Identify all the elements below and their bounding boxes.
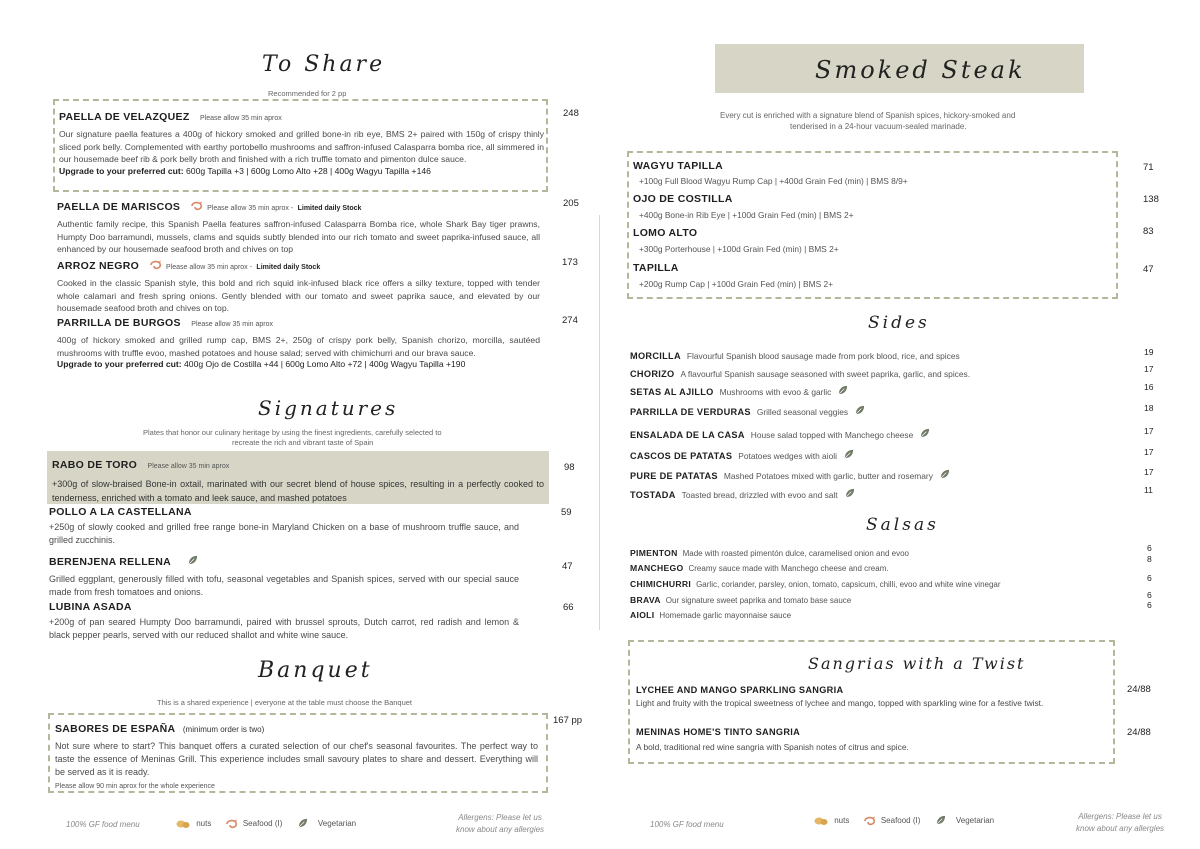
- item-desc: Light and fruity with the tropical sweetness of lychee and mango, topped with sparkling wine for a festive twist.: [636, 698, 1044, 708]
- salsa-item: [630, 605, 791, 623]
- item-desc: Garlic, coriander, parsley, onion, tomato, capsicum, chilli, evoo and white wine vinegar: [696, 580, 1001, 589]
- side-item: [630, 382, 848, 400]
- seafood-icon: [191, 201, 203, 211]
- item-name: PAELLA DE VELAZQUEZ: [59, 111, 190, 123]
- seafood-label: Seafood (I): [880, 815, 921, 825]
- sides-title: Sides: [868, 313, 930, 333]
- item-desc: +200g of pan seared Humpty Doo barramundi, paired with brussel sprouts, Dutch carrot, red radish and lemon & black pepper pearls, served with our reduced shallot and white wine sauce.: [49, 617, 519, 640]
- vegetarian-icon: [854, 405, 865, 416]
- to-share-title: To Share: [262, 52, 386, 77]
- item-price: 173: [562, 257, 578, 268]
- item-price: 6: [1147, 600, 1152, 610]
- signatures-subtitle-1: Plates that honor our culinary heritage by using the finest ingredients, carefully selected to: [143, 428, 442, 437]
- vegetarian-icon: [919, 428, 930, 439]
- steak-item-wagyu: [633, 160, 908, 186]
- allergens-line-1: Allergens: Please let us: [1078, 812, 1162, 821]
- item-desc: Creamy sauce made with Manchego cheese and cream.: [688, 564, 889, 573]
- item-desc: Potatoes wedges with aioli: [738, 451, 837, 461]
- banquet-name: SABORES DE ESPAÑA: [55, 723, 176, 735]
- side-item: [630, 425, 930, 443]
- allergens-note: [1076, 811, 1164, 835]
- nut-icon: [176, 819, 190, 829]
- sangria-item-lychee: [636, 685, 1066, 709]
- item-price: 59: [561, 507, 572, 518]
- item-note: Please allow 35 min aprox: [147, 463, 230, 470]
- item-price: 18: [1144, 403, 1154, 413]
- item-name: BERENJENA RELLENA: [49, 556, 171, 568]
- seafood-icon: [150, 260, 162, 270]
- item-price: 17: [1144, 426, 1154, 436]
- allergen-legend: [814, 815, 994, 826]
- allergens-line-2: know about any allergies: [1076, 824, 1165, 833]
- item-name: SETAS AL AJILLO: [630, 387, 714, 397]
- vegetarian-label: Vegetarian: [317, 818, 357, 828]
- banquet-desc: Not sure where to start? This banquet offers a curated selection of our chef's seasonal favourites. The perfect way to taste the essence of Meninas Grill. This experience includes small savoury plates to share and dessert. Everything will be served as it is ready.: [55, 741, 538, 777]
- side-item: [630, 364, 970, 382]
- upgrade-text: 600g Tapilla +3 | 600g Lomo Alto +28 | 400g Wagyu Tapilla +146: [186, 165, 431, 176]
- item-desc: Mushrooms with evoo & garlic: [719, 387, 832, 397]
- item-name: LYCHEE AND MANGO SPARKLING SANGRIA: [636, 685, 844, 695]
- item-name: AIOLI: [630, 610, 655, 620]
- salsas-title: Salsas: [866, 515, 939, 535]
- item-desc: +250g of slowly cooked and grilled free range bone-in Maryland Chicken on a base of mushroom truffle sauce, and grilled zucchinis.: [49, 522, 519, 545]
- item-name: RABO DE TORO: [52, 459, 138, 471]
- to-share-subtitle: Recommended for 2 pp: [268, 89, 347, 98]
- item-desc: Authentic family recipe, this Spanish Paella features saffron-infused Calasparra Bomba rice, whole Shark Bay tiger prawns, Humpty Doo barramundi, mussels, clams and squids subtly blended into our rich tomato and sweet paprika-infused sauce, all enhanced by our housemade seafood broth and chives on top: [57, 219, 540, 254]
- item-price: 47: [562, 561, 573, 572]
- steak-item-lomo: [633, 227, 839, 254]
- side-item: [630, 346, 960, 364]
- item-note: Please allow 35 min aprox -: [207, 205, 294, 212]
- item-price: 47: [1143, 264, 1154, 275]
- item-desc: Our signature sweet paprika and tomato base sauce: [665, 596, 852, 605]
- item-desc: Made with roasted pimentón dulce, caramelised onion and evoo: [682, 549, 909, 558]
- smoked-steak-subtitle-2: tenderised in a 24-hour vacuum-sealed marinade.: [790, 122, 967, 131]
- item-price: 98: [564, 462, 575, 473]
- item-name: ENSALADA DE LA CASA: [630, 430, 745, 440]
- side-item: [630, 466, 950, 484]
- upgrade-text: 400g Ojo de Costilla +44 | 600g Lomo Alto +72 | 400g Wagyu Tapilla +190: [184, 359, 466, 369]
- item-price: 83: [1143, 226, 1154, 237]
- item-name: ARROZ NEGRO: [57, 260, 140, 272]
- item-name: TOSTADA: [630, 490, 676, 500]
- side-item: [630, 402, 865, 420]
- item-price: 66: [563, 602, 574, 613]
- item-price: 19: [1144, 347, 1154, 357]
- item-price: 16: [1144, 382, 1154, 392]
- page-divider: [599, 215, 600, 630]
- item-name: BRAVA: [630, 595, 661, 605]
- item-desc: Flavourful Spanish blood sausage made from pork blood, rice, and spices: [686, 351, 960, 361]
- item-name: CASCOS DE PATATAS: [630, 451, 733, 461]
- smoked-steak-title: Smoked Steak: [815, 56, 1026, 84]
- menu-item-parrilla-burgos: [57, 313, 540, 369]
- item-note: Please allow 35 min aprox: [191, 321, 273, 328]
- menu-item-rabo-de-toro: [52, 455, 544, 505]
- item-desc: +400g Bone-in Rib Eye | +100d Grain Fed (min) | BMS 2+: [639, 210, 854, 220]
- item-price: 248: [563, 108, 579, 119]
- item-note-bold: Limited daily Stock: [297, 205, 362, 212]
- item-price: 11: [1144, 485, 1153, 495]
- seafood-icon: [226, 819, 238, 829]
- signatures-subtitle-2: recreate the rich and vibrant taste of Spain: [232, 438, 374, 447]
- vegetarian-icon: [844, 488, 855, 499]
- item-price: 24/88: [1127, 684, 1151, 695]
- item-desc: Toasted bread, drizzled with evoo and salt: [681, 490, 838, 500]
- allergens-note: [456, 812, 544, 836]
- item-price: 6: [1147, 573, 1152, 583]
- item-desc: A flavourful Spanish sausage seasoned with sweet paprika, garlic, and spices.: [680, 369, 971, 379]
- smoked-steak-subtitle-1: Every cut is enriched with a signature blend of Spanish spices, hickory-smoked and: [720, 111, 1016, 120]
- menu-item-paella-velazquez: [59, 107, 544, 176]
- allergens-line-1: Allergens: Please let us: [458, 813, 542, 822]
- menu-item-pollo: [49, 506, 519, 547]
- item-name: WAGYU TAPILLA: [633, 160, 724, 172]
- item-name: TAPILLA: [633, 262, 679, 274]
- item-price: 24/88: [1127, 727, 1151, 738]
- upgrade-label: Upgrade to your preferred cut:: [57, 359, 182, 369]
- item-name: OJO DE COSTILLA: [633, 193, 733, 205]
- item-name: MANCHEGO: [630, 563, 684, 573]
- item-price: 205: [563, 198, 579, 209]
- vegetarian-icon: [843, 449, 854, 460]
- item-name: CHIMICHURRI: [630, 579, 692, 589]
- item-desc: Cooked in the classic Spanish style, this bold and rich squid ink-infused black rice offers a silky texture, topped with tender whole calamari and fresh spring onions. Gently blended with our tomato and sweet paprika sauce, and elevated by our housemade seafood broth and chives on top.: [57, 278, 540, 313]
- allergens-line-2: know about any allergies: [456, 825, 545, 834]
- seafood-icon: [864, 816, 876, 826]
- item-desc: Mashed Potatoes mixed with garlic, butter and rosemary: [723, 471, 933, 481]
- banquet-title: Banquet: [258, 658, 373, 683]
- vegetarian-icon: [837, 385, 848, 396]
- item-desc: Grilled eggplant, generously filled with tofu, seasonal vegetables and Spanish spices, served with our special sauce made from fresh tomatoes and onions.: [49, 574, 519, 597]
- item-price: 6: [1147, 590, 1152, 600]
- vegetarian-icon: [935, 815, 946, 826]
- vegetarian-icon: [939, 469, 950, 480]
- item-desc: Grilled seasonal veggies: [756, 407, 849, 417]
- item-price: 274: [562, 315, 578, 326]
- item-name: PARRILLA DE VERDURAS: [630, 407, 751, 417]
- item-note-bold: Limited daily Stock: [256, 264, 321, 271]
- menu-item-berenjena: [49, 552, 519, 599]
- gf-menu-note: 100% GF food menu: [650, 820, 724, 829]
- nuts-label: nuts: [834, 815, 850, 825]
- side-item: [630, 446, 854, 464]
- allergen-legend: [176, 818, 356, 829]
- item-desc: +200g Rump Cap | +100d Grain Fed (min) | BMS 2+: [639, 279, 834, 289]
- upgrade-label: Upgrade to your preferred cut:: [59, 165, 184, 176]
- item-upgrade: [57, 359, 540, 369]
- item-desc: +300g Porterhouse | +100d Grain Fed (min) | BMS 2+: [639, 244, 839, 254]
- side-item: [630, 485, 855, 503]
- item-price: 6: [1147, 543, 1152, 553]
- vegetarian-icon: [297, 818, 308, 829]
- item-name: LOMO ALTO: [633, 227, 698, 239]
- item-name: LUBINA ASADA: [49, 601, 132, 613]
- item-price: 8: [1147, 554, 1152, 564]
- item-name: MORCILLA: [630, 351, 681, 361]
- banquet-subtitle: This is a shared experience | everyone at the table must choose the Banquet: [157, 698, 413, 707]
- seafood-label: Seafood (I): [242, 818, 283, 828]
- item-price: 138: [1143, 194, 1159, 205]
- menu-item-banquet: [55, 719, 538, 790]
- menu-item-paella-mariscos: [57, 197, 540, 256]
- item-desc: A bold, traditional red wine sangria with Spanish notes of citrus and spice.: [636, 742, 909, 752]
- steak-item-tapilla: [633, 262, 833, 289]
- vegetarian-icon: [187, 555, 198, 566]
- vegetarian-label: Vegetarian: [955, 815, 995, 825]
- item-name: POLLO A LA CASTELLANA: [49, 506, 192, 518]
- item-price: 71: [1143, 162, 1154, 173]
- nut-icon: [814, 816, 828, 826]
- item-name: MENINAS HOME'S TINTO SANGRIA: [636, 727, 801, 737]
- item-note: Please allow 35 min aprox: [200, 115, 282, 122]
- item-desc: House salad topped with Manchego cheese: [750, 430, 914, 440]
- item-upgrade: [59, 166, 544, 176]
- steak-item-ojo: [633, 193, 854, 220]
- signatures-title: Signatures: [258, 396, 399, 420]
- banquet-note: Please allow 90 min aprox for the whole experience: [55, 783, 215, 790]
- item-desc: 400g of hickory smoked and grilled rump cap, BMS 2+, 250g of crispy pork belly, Spanish chorizo, morcilla, sautéed mushrooms with truffle evoo, mashed potatoes and house salad; served with chimichurri and our brava sauce.: [57, 335, 540, 358]
- item-desc: +100g Full Blood Wagyu Rump Cap | +400d Grain Fed (min) | BMS 8/9+: [639, 176, 908, 186]
- item-price: 17: [1144, 364, 1154, 374]
- menu-item-arroz-negro: [57, 256, 540, 315]
- item-note: Please allow 35 min aprox -: [165, 264, 252, 271]
- item-price: 17: [1144, 447, 1154, 457]
- item-desc: +300g of slow-braised Bone-in oxtail, marinated with our secret blend of house spices, resulting in a perfectly cooked to tenderness, enriched with a tomato and leek sauce, and mashed potatoes: [52, 479, 544, 503]
- item-name: PARRILLA DE BURGOS: [57, 317, 181, 329]
- item-price: 17: [1144, 467, 1154, 477]
- item-name: PURE DE PATATAS: [630, 471, 718, 481]
- item-desc: Homemade garlic mayonnaise sauce: [659, 611, 792, 620]
- item-desc: Our signature paella features a 400g of hickory smoked and grilled bone-in rib eye, BMS 2+ paired with 150g of crispy thinly sliced pork belly. Complemented with earthy portobello mushrooms and saffron-infused Calasparra bomba rice, all simmered in our housemade beef rib & pork belly broth and finished with a rich truffle tomato and pimenton dulce sauce.: [59, 129, 544, 164]
- menu-item-lubina: [49, 601, 519, 642]
- nuts-label: nuts: [196, 818, 212, 828]
- item-name: PIMENTON: [630, 548, 678, 558]
- banquet-min: (minimum order is two): [182, 725, 265, 734]
- item-name: CHORIZO: [630, 369, 675, 379]
- banquet-price: 167 pp: [553, 715, 583, 726]
- sangrias-title: Sangrias with a Twist: [808, 654, 1026, 673]
- item-name: PAELLA DE MARISCOS: [57, 201, 181, 213]
- gf-menu-note: 100% GF food menu: [66, 820, 140, 829]
- sangria-item-tinto: [636, 727, 1066, 753]
